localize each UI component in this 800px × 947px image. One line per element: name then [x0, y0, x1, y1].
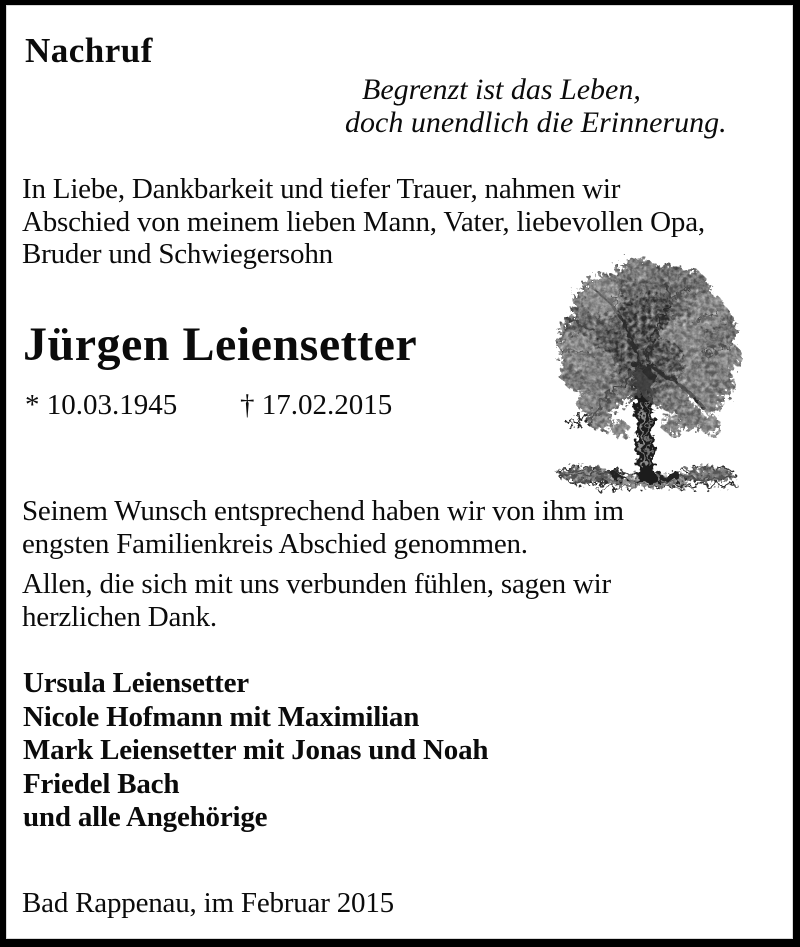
death-date: † 17.02.2015	[240, 389, 393, 421]
mourner-name: Friedel Bach	[23, 767, 180, 800]
mourner-name: und alle Angehörige	[23, 801, 268, 833]
memorial-quote	[345, 73, 727, 139]
quote-line: doch unendlich die Erinnerung.	[345, 106, 727, 139]
intro-line: Abschied von meinem lieben Mann, Vater, liebevollen Opa,	[22, 205, 705, 238]
thanks-paragraph	[22, 568, 611, 634]
notice-title: Nachruf	[25, 31, 153, 70]
mourners-list	[23, 667, 488, 835]
quote-line: Begrenzt ist das Leben,	[362, 73, 641, 106]
place-date-line: Bad Rappenau, im Februar 2015	[22, 887, 394, 919]
tree-etching-image	[542, 253, 752, 495]
mourner-name: Nicole Hofmann mit Maximilian	[23, 700, 420, 733]
farewell-line: engsten Familienkreis Abschied genommen.	[22, 528, 528, 560]
farewell-line: Seinem Wunsch entsprechend haben wir von ihm im	[22, 495, 624, 527]
thanks-line: Allen, die sich mit uns verbunden fühlen, sagen wir	[22, 568, 612, 600]
tree-icon	[542, 253, 752, 495]
intro-line: In Liebe, Dankbarkeit und tiefer Trauer, nahmen wir	[22, 173, 621, 205]
mourner-name: Ursula Leiensetter	[23, 667, 249, 699]
thanks-line: herzlichen Dank.	[22, 601, 217, 633]
deceased-name: Jürgen Leiensetter	[23, 318, 418, 371]
mourner-name: Mark Leiensetter mit Jonas und Noah	[23, 734, 489, 766]
intro-line: Bruder und Schwiegersohn	[22, 238, 333, 271]
farewell-paragraph	[22, 495, 624, 561]
birth-date: * 10.03.1945	[25, 389, 178, 421]
